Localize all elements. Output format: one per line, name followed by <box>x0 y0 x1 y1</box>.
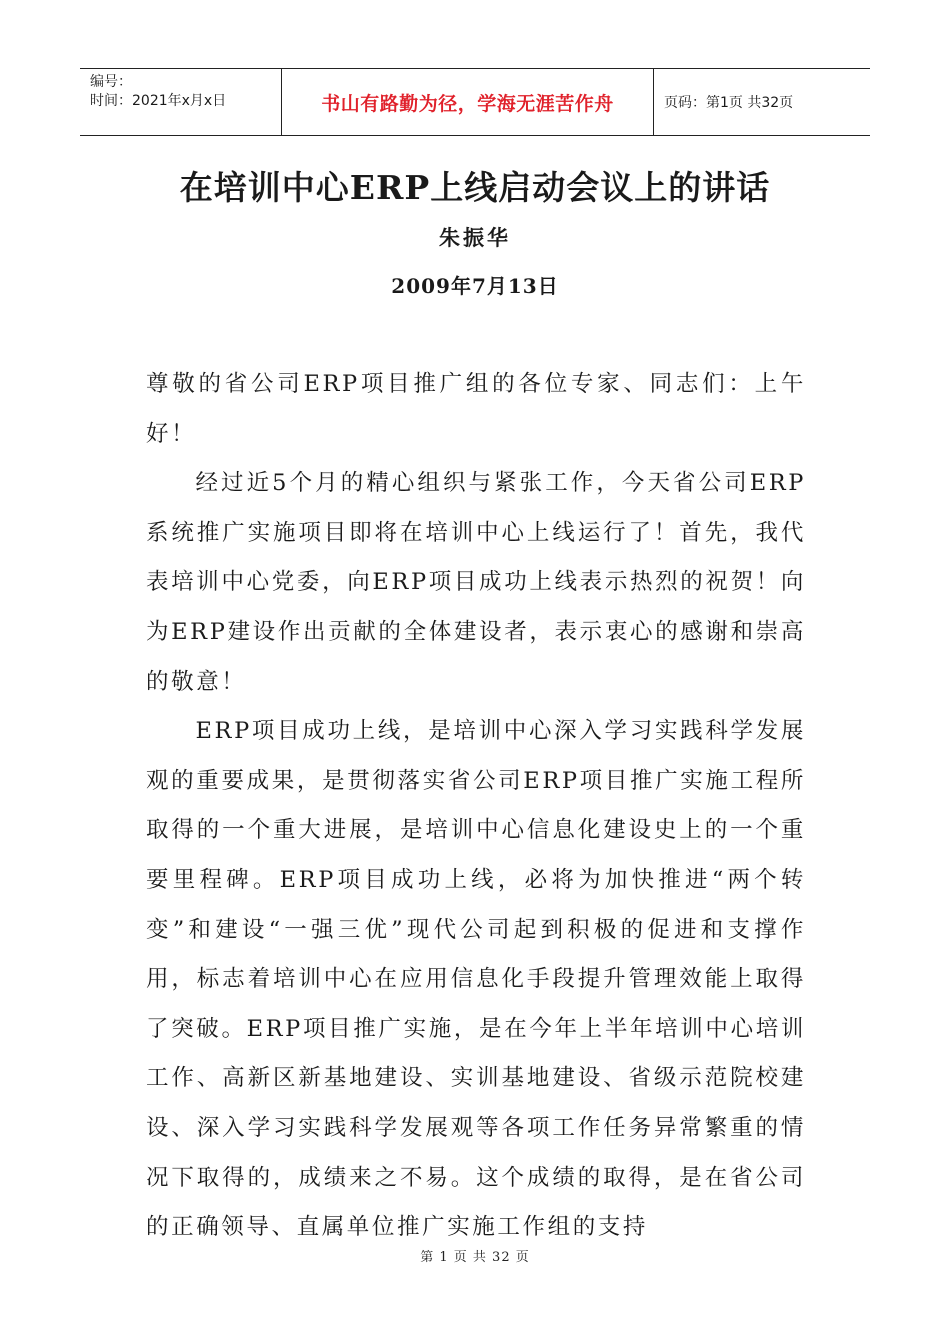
motto-text: 书山有路勤为径，学海无涯苦作舟 <box>321 92 614 115</box>
document-number-label: 编号： <box>90 74 132 90</box>
page-footer: 第 1 页 共 32 页 <box>420 1250 530 1265</box>
greeting-paragraph: 尊敬的省公司ERP项目推广组的各位专家、同志们：上午好！ <box>146 371 806 447</box>
page-header <box>80 68 870 136</box>
header-page-cell <box>654 69 870 135</box>
header-motto-cell <box>282 69 654 135</box>
document-body <box>146 360 806 1253</box>
document-title: 在培训中心ERP上线启动会议上的讲话 <box>179 168 771 207</box>
body-paragraph: 经过近5个月的精心组织与紧张工作，今天省公司ERP系统推广实施项目即将在培训中心上线运行了！首先，我代表培训中心党委，向ERP项目成功上线表示热烈的祝贺！向为ERP建设作出贡献的全体建设者，表示衷心的感谢和崇高的敬意！ <box>146 470 806 695</box>
header-meta-cell <box>80 69 282 135</box>
document-author: 朱振华 <box>439 225 511 250</box>
header-page-info: 页码：第1页 共32页 <box>664 95 794 111</box>
document-date: 2009年7月13日 <box>391 274 559 298</box>
document-time-label: 时间：2021年x月x日 <box>90 93 227 109</box>
body-paragraph: ERP项目成功上线，是培训中心深入学习实践科学发展观的重要成果，是贯彻落实省公司ERP项目推广实施工程所取得的一个重大进展，是培训中心信息化建设史上的一个重要里程碑。ERP项目成功上线，必将为加快推进“两个转变”和建设“一强三优”现代公司起到积极的促进和支撑作用，标志着培训中心在应用信息化手段提升管理效能上取得了突破。ERP项目推广实施，是在今年上半年培训中心培训工作、高新区新基地建设、实训基地建设、省级示范院校建设、深入学习实践科学发展观等各项工作任务异常繁重的情况下取得的，成绩来之不易。这个成绩的取得，是在省公司的正确领导、直属单位推广实施工作组的支持 <box>146 718 806 1241</box>
